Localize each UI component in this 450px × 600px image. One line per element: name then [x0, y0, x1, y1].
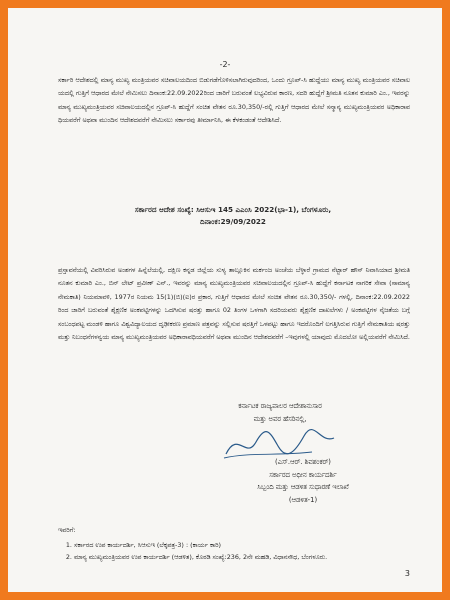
officer-name: (ಎಸ್.ಆರ್. ಶಿವಶಂಕರ್) [275, 458, 331, 466]
order-title [48, 204, 418, 228]
officer-department: ಸಿಬ್ಬಂದಿ ಮತ್ತು ಆಡಳಿತ ಸುಧಾರಣೆ ಇಲಾಖೆ [257, 483, 349, 491]
page-number: -2- [219, 60, 231, 69]
officer-block [188, 456, 418, 506]
officer-designation: ಸರ್ಕಾರದ ಅಧೀನ ಕಾರ್ಯದರ್ಶಿ [269, 470, 337, 479]
order-number: ಸರ್ಕಾರದ ಆದೇಶ ಸಂಖ್ಯೆ: ಸಿಆಸುಇ 145 ಎಎಂಸಿ 2022(ಭಾ-1), ಬೆಂಗಳೂರು, [134, 205, 332, 214]
footer-page-number: 3 [404, 569, 410, 578]
authority-line [222, 400, 338, 426]
recipient-item: 1. ಸರ್ಕಾರದ ಉಪ ಕಾರ್ಯದರ್ಶಿ, ಸಿಆಸುಇ (ಲೆಕ್ಕಪತ್ರ-3) : (ಕಾರ್ಯ ಕಾರಿ) [74, 539, 418, 552]
recipient-item: 2. ಮಾನ್ಯ ಮುಖ್ಯಮಂತ್ರಿಯವರ ಉಪ ಕಾರ್ಯದರ್ಶಿ (ಆಡಳಿತ), ಕೊಠಡಿ ಸಂಖ್ಯೆ:236, 2ನೇ ಮಹಡಿ, ವಿಧಾನಸೌಧ, ಬೆಂಗಳೂರು. [74, 551, 418, 564]
order-date: ದಿನಾಂಕ:29/09/2022 [200, 217, 266, 226]
recipient-list [58, 539, 418, 564]
copy-to-list [58, 524, 418, 564]
copy-to-label: ಇವರಿಗೆ: [58, 526, 76, 534]
authority-line-1: ಕರ್ನಾಟಕ ರಾಜ್ಯಪಾಲರ ಆದೇಶಾನುಸಾರ [238, 402, 322, 410]
authority-line-2: ಮತ್ತು ಅವರ ಹೆಸರಿನಲ್ಲಿ, [253, 415, 307, 423]
intro-paragraph: ಸರ್ಕಾರಿ ಆದೇಶದಲ್ಲಿ ಮಾನ್ಯ ಮುಖ್ಯ ಮಂತ್ರಿಯವರ ಸಚಿವಾಲಯದಿಂದ ಬಿಡುಗಡೆಗೊಳಿಸಲಾಗಿರುವುದರಿಂದ, ಒಂದು ಗ್ರೂಪ್-ಸಿ ಹುದ್ದೆಯು ಮಾನ್ಯ ಮುಖ್ಯ ಮಂತ್ರಿಯವರ ಸಚಿವಾಲಯದಲ್ಲಿ ಗುತ್ತಿಗೆ ಆಧಾರದ ಮೇಲೆ ನೇಮಿಸಲು ದಿನಾಂಕ:22.09.2022ರಿಂದ ಜಾರಿಗೆ ಬರುವಂತೆ ಲಭ್ಯವಿರುವ ಕಾರಣ, ಸದರಿ ಹುದ್ದೆಗೆ ಶ್ರೀಮತಿ ನೂತನ ಕುಮಾರಿ ಎಂ., ಇವರನ್ನು ಮಾನ್ಯ ಮುಖ್ಯಮಂತ್ರಿಯವರ ಸಚಿವಾಲಯದಲ್ಲಿನ ಗ್ರೂಪ್-ಸಿ ಹುದ್ದೆಗೆ ಸಂಚಿತ ವೇತನ ರೂ.30,350/-ರಲ್ಲಿ ಗುತ್ತಿಗೆ ಆಧಾರದ ಮೇಲೆ ಸನ್ಮಾನ್ಯ ಮುಖ್ಯಮಂತ್ರಿಯವರ ಅಧಿಕಾರಾವಧಿಯವರೆಗೆ ಅಥವಾ ಮುಂದಿನ ಆದೇಶದವರೆಗೆ ನೇಮಿಸಲು ಸರ್ಕಾರವು ತೀರ್ಮಾನಿಸಿ, ಈ ಕೆಳಕಂಡಂತೆ ಆದೇಶಿಸಿದೆ. [58, 76, 410, 125]
document-page [8, 8, 442, 592]
officer-section: (ಆಡಳಿತ-1) [288, 495, 318, 504]
order-paragraph: ಪ್ರಸ್ತಾವನೆಯಲ್ಲಿ ವಿವರಿಸಿರುವ ಅಂಶಗಳ ಹಿನ್ನೆಲೆಯಲ್ಲಿ, ದಕ್ಷಿಣ ಕನ್ನಡ ಜಿಲ್ಲೆಯ ಸುಳ್ಯ ತಾಲ್ಲೂಕಿನ ಮರ್ಕಂಜ ಅಂಚೆಯ ಬೆಳ್ಳಾರೆ ಗ್ರಾಮದ ನೆಟ್ಟಾರ್ ಹೌಸ್ ನಿವಾಸಿಯಾದ ಶ್ರೀಮತಿ ನೂತನ ಕುಮಾರಿ ಎಂ., ಬಿನ್ ಲೇಟ್ ಪ್ರವೀಣ್ ಎನ್., ಇವರನ್ನು ಮಾನ್ಯ ಮುಖ್ಯಮಂತ್ರಿಯವರ ಸಚಿವಾಲಯದಲ್ಲಿನ ಗ್ರೂಪ್-ಸಿ ಹುದ್ದೆಗೆ ಕರ್ನಾಟಕ ನಾಗರಿಕ ಸೇವಾ (ಸಾಮಾನ್ಯ ನೇಮಕಾತಿ) ನಿಯಮಾವಳಿ, 1977ರ ನಿಯಮ 15(1)(ಬಿ)(ಐ)ರ ಪ್ರಕಾರ, ಗುತ್ತಿಗೆ ಆಧಾರದ ಮೇಲೆ ಸಂಚಿತ ವೇತನ ರೂ.30,350/- ಗಳಲ್ಲಿ, ದಿನಾಂಕ:22.09.2022ರಿಂದ ಜಾರಿಗೆ ಬರುವಂತೆ ಶೈಕ್ಷಣಿಕ ಅಂಕಪಟ್ಟಿಗಳನ್ನು ಒದಗಿಸುವ ಷರತ್ತು ಹಾಗೂ 02 ತಿಂಗಳ ಒಳಗಾಗಿ ಸದರಿಯವರು ಶೈಕ್ಷಣಿಕ ದಾಖಲೆಗಳು / ಅಂಕಪಟ್ಟಿಗಳ ನೈಜತೆಯ ಬಗ್ಗೆ ಸಂಬಂಧಪಟ್ಟ ಮಂಡಳಿ ಹಾಗೂ ವಿಶ್ವವಿದ್ಯಾಲಯದ ದೃಢೀಕರಣ ಪ್ರಮಾಣ ಪತ್ರವನ್ನು ಸಲ್ಲಿಸುವ ಷರತ್ತಿಗೆ ಒಳಪಟ್ಟು ಹಾಗೂ ಇದರೊಂದಿಗೆ ಲಗತ್ತಿಸಿರುವ ಗುತ್ತಿಗೆ ನೇಮಕಾತಿಯ ಷರತ್ತು ಮತ್ತು ನಿಬಂಧನೆಗಳನ್ವಯ ಮಾನ್ಯ ಮುಖ್ಯಮಂತ್ರಿಯವರ ಅಧಿಕಾರಾವಧಿಯವರೆಗೆ ಅಥವಾ ಮುಂದಿನ ಆದೇಶದವರೆಗೆ –ಇವುಗಳಲ್ಲಿ ಯಾವುದು ಮೊದಲೋ ಅಲ್ಲಿಯವರೆಗೆ ನೇಮಿಸಿದೆ. [58, 266, 410, 342]
